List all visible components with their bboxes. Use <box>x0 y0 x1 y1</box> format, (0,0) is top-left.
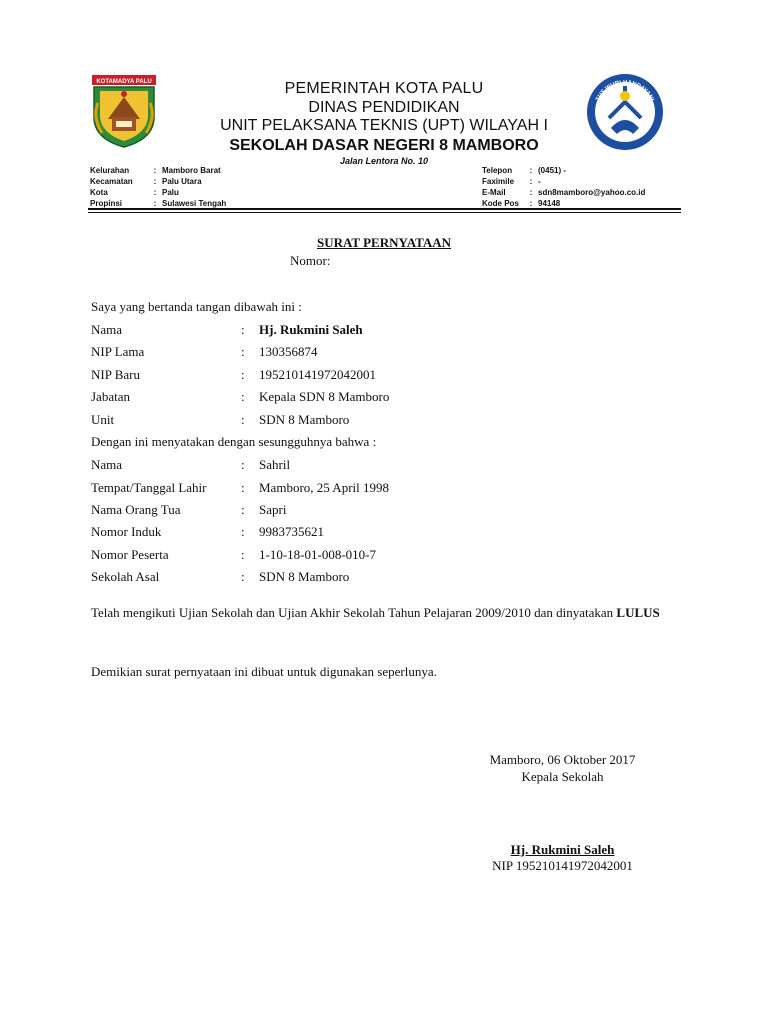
info-row-kota: Kota : Palu <box>90 188 179 197</box>
statement-intro: Dengan ini menyatakan dengan sesungguhnya bahwa : <box>91 434 377 449</box>
logo-left-text: KOTAMADYA PALU <box>96 79 152 85</box>
info-row-email: E-Mail : sdn8mamboro@yahoo.co.id <box>482 188 646 197</box>
header-line-unit: UNIT PELAKSANA TEKNIS (UPT) WILAYAH I <box>220 117 548 134</box>
signature-place-date: Mamboro, 06 Oktober 2017 <box>489 752 636 767</box>
result-paragraph: Telah mengikuti Ujian Sekolah dan Ujian Akhir Sekolah Tahun Pelajaran 2009/2010 dan dinyatakan LULUS <box>91 605 660 620</box>
info-row-faximile: Faximile : - <box>482 177 541 186</box>
header-line-government: PEMERINTAH KOTA PALU <box>284 80 484 97</box>
header-line-department: DINAS PENDIDIKAN <box>308 99 460 116</box>
info-row-kecamatan: Kecamatan : Palu Utara <box>90 177 202 186</box>
info-row-telepon: Telepon : (0451) - <box>482 166 567 175</box>
header-info-right <box>482 165 645 209</box>
info-row-kelurahan: Kelurahan : Mamboro Barat <box>90 166 221 175</box>
signature-position: Kepala Sekolah <box>521 769 604 784</box>
header-school-name: SEKOLAH DASAR NEGERI 8 MAMBORO <box>229 137 539 154</box>
header-divider-thick <box>88 208 681 210</box>
header-address: Jalan Lentora No. 10 <box>339 156 429 166</box>
info-row-kode-pos: Kode Pos : 94148 <box>482 199 561 208</box>
signature-nip: NIP 195210141972042001 <box>492 858 633 873</box>
result-status: LULUS <box>616 605 660 620</box>
info-row-propinsi: Propinsi : Sulawesi Tengah <box>90 199 227 208</box>
header-info-left <box>90 165 226 209</box>
closing-statement: Demikian surat pernyataan ini dibuat untuk digunakan seperlunya. <box>91 664 437 679</box>
letter-intro: Saya yang bertanda tangan dibawah ini : <box>91 299 302 314</box>
header-divider-thin <box>88 212 681 213</box>
signature-name: Hj. Rukmini Saleh <box>510 842 615 857</box>
letter-number-label: Nomor: <box>290 253 331 268</box>
logo-right-text: TUT WURI HANDAYANI <box>595 79 655 103</box>
letter-title: SURAT PERNYATAAN <box>317 235 451 250</box>
